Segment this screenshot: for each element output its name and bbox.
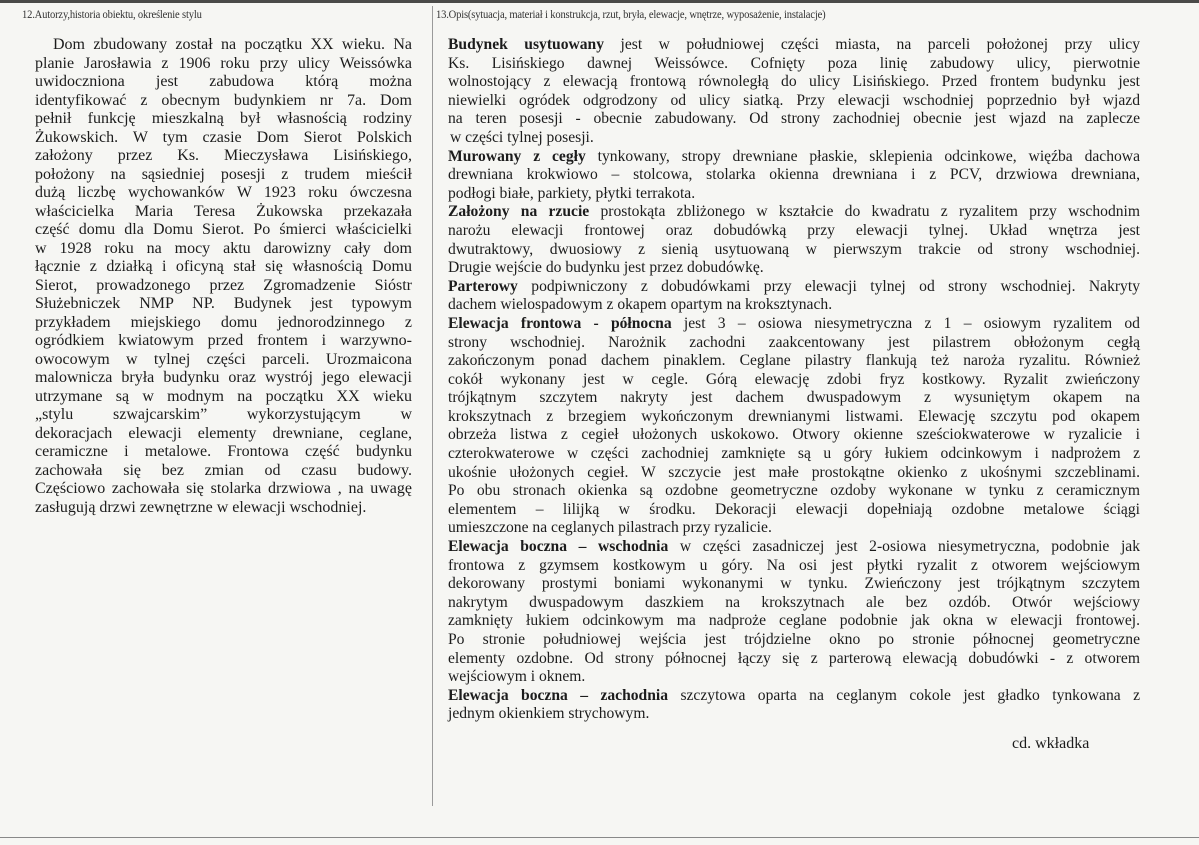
paragraph-lead: Budynek usytuowany: [448, 36, 605, 53]
paragraph-first-line: [448, 148, 1140, 167]
text-line: założony przez Ks. Mieczysława Lisińskiego,: [35, 147, 412, 164]
paragraph-first-line: [448, 203, 1140, 222]
text-line: narożu elewacji frontowej oraz dobudówką przy elewacji tylnej. Układ wnętrza jest: [448, 221, 1140, 239]
paragraph-first-line: [448, 315, 1140, 334]
text-line: Sierot, prowadzonego przez Zgromadzenie Sióstr: [35, 276, 412, 294]
paragraph-text: podpiwniczony z dobudówkami przy elewacji tylnej od strony wschodniej. Nakryty: [517, 277, 1140, 295]
paragraph-lead: Murowany z cegły: [448, 147, 586, 165]
text-line: identyfikować z obecnym budynkiem nr 7a. Dom: [35, 91, 412, 109]
description-text-column: [448, 36, 1140, 724]
text-line: jednym okienkiem strychowym.: [448, 705, 650, 723]
text-line: Po obu stronach okienka są ozdobne geometryczne ozdoby wykonane w tynku z ceramicznym: [448, 482, 1140, 500]
text-line: niewielki ogródek odgrodzony od ulicy siatką. Przy elewacji wschodniej poprzednio był wjazd: [448, 91, 1140, 109]
text-line: strony wschodniej. Narożnik zachodni zaakcentowany jest pilastrem obłożonym cegłą: [448, 333, 1140, 351]
text-line: dachem wielospadowym z okapem opartym na kroksztynach.: [448, 296, 833, 314]
text-line: nakrytym dwuspadowym daszkiem na krokszytnach ale bez ozdób. Otwór wejściowy: [448, 593, 1140, 611]
text-line: położony na sąsiedniej posesji z trudem mieścił: [35, 165, 412, 183]
text-line: Służebniczek NMP NP. Budynek jest typowym: [35, 295, 412, 312]
text-line: podłogi białe, parkiety, płytki terrakota.: [448, 184, 696, 202]
text-line: zasługują drzwi zewnętrzne w elewacji wschodniej.: [35, 498, 367, 516]
section-12-header: 12.Autorzy,historia obiektu, określenie stylu: [22, 7, 202, 21]
text-line: Żukowskich. W tym czasie Dom Sierot Polskich: [35, 128, 412, 146]
paragraph-first-line: [448, 36, 1140, 55]
paragraph-first-line: [448, 687, 1140, 706]
paragraph-lead: Parterowy: [448, 277, 518, 295]
text-line: w części tylnej posesji.: [450, 128, 594, 146]
paragraph-text: jest 3 – osiowa niesymetryczna z 1 – osiowym ryzalitem od: [671, 314, 1140, 332]
text-line: umieszczone na ceglanych pilastrach przy ryzalicie.: [448, 519, 772, 537]
text-line: dekoracjach elewacji elementy drewniane, ceglane,: [35, 424, 412, 442]
paragraph-text: w części zasadniczej jest 2-osiowa niesymetryczna, podobnie jak: [668, 538, 1141, 556]
column-divider: [432, 6, 433, 806]
text-line: ukośnie ułożonych cegieł. W szczycie jest małe prostokątne okienko z ukośnymi szczeblinami.: [448, 463, 1140, 481]
paragraph-lead: Założony na rzucie: [448, 203, 590, 221]
scan-top-edge: [0, 0, 1199, 3]
text-line: dużą liczbę wychowanków W 1923 roku ówczesna: [35, 184, 412, 201]
text-line: przykładem miejskiego domu jednorodzinnego z: [35, 313, 412, 331]
paragraph-first-line: [448, 278, 1140, 297]
paragraph-text: tynkowany, stropy drewniane płaskie, sklepienia odcinkowe, więźba dachowa: [585, 147, 1140, 165]
text-line: elementem – lilijką w środku. Dekoracji elewacji dopełniają ozdobne metalowe ściągi: [448, 500, 1140, 518]
text-line: wolnostojący z elewacją frontową równoległą do ulicy Lisińskiego. Przed frontem budynku jest: [448, 73, 1140, 91]
text-line: elementy ozdobne. Od strony północnej łączy się z parterową elewacją dobudówki - z otworem: [448, 649, 1140, 667]
text-line: łącznie z działką i oficyną stał się własnością Domu: [35, 258, 412, 275]
text-line: na teren posesji - obecnie zabudowany. Od strony zachodniej obecnie jest wjazd na zaplecze: [448, 110, 1140, 128]
paragraph-lead: Elewacja frontowa - północna: [448, 314, 672, 332]
text-line: dekorowany prostymi boniami wykonanymi w tynku. Zwieńczony jest trójkątnym szczytem: [448, 575, 1140, 593]
text-line: cokół wykonany jest w cegle. Górą elewację zdobi fryz kostkowy. Ryzalit zwieńczony: [448, 370, 1140, 388]
text-line: zakończonym ponad dachem pinaklem. Ceglane pilastry flankują też naroża ryzalitu. Również: [448, 352, 1140, 370]
text-line: w 1928 roku na mocy aktu darowizny cały dom: [35, 239, 412, 257]
text-line: Drugie wejście do budynku jest przez dobudówkę.: [448, 259, 764, 277]
paragraph-text: jest w południowej części miasta, na parceli położonej przy ulicy: [604, 36, 1140, 53]
text-line: planie Jarosławia z 1906 roku przy ulicy Weissówka: [35, 54, 412, 72]
text-line: utrzymane są w modnym na początku XX wieku: [35, 387, 412, 405]
text-line: trójkątnym szczytem nakryty jest dachem dwuspadowym z wysuniętym okapem na: [448, 389, 1140, 407]
paragraph-text: szczytowa oparta na ceglanym cokole jest gładko tynkowana z: [668, 686, 1140, 704]
text-line: Ks. Lisińskiego dawnej Weissówce. Cofnięty poza linię zabudowy ulicy, pierwotnie: [448, 54, 1140, 72]
paragraph-first-line: [448, 538, 1140, 557]
text-line: ogródkiem kwiatowym przed frontem i warzywno-: [35, 332, 412, 349]
text-line: Dom zbudowany został na początku XX wieku. Na: [53, 36, 412, 53]
continuation-note: cd. wkładka: [1012, 735, 1090, 752]
text-line: wejściowym i oknem.: [448, 668, 586, 686]
bottom-rule: [0, 837, 1199, 838]
text-line: zamknięty łukiem odcinkowym ma nadproże ceglane podobnie jak okna w elewacji frontowej.: [448, 612, 1140, 630]
text-line: obrzeża listwa z cegieł ułożonych uskokowo. Otwory okienne sześciokwaterowe w ryzalicie i: [448, 426, 1140, 444]
text-line: dwutraktowy, dwuosiowy z sienią usytuowaną w pierwszym trakcie od strony wschodniej.: [448, 240, 1140, 258]
text-line: malownicza bryła budynku oraz wystrój jego elewacji: [35, 369, 412, 386]
section-13-header: 13.Opis(sytuacja, materiał i konstrukcja, rzut, bryła, elewacje, wnętrze, wyposażenie, instalacje): [436, 7, 826, 21]
paragraph-text: prostokąta zbliżonego w kształcie do kwadratu z ryzalitem przy wschodnim: [589, 203, 1140, 221]
text-line: zachowała się bez zmian od czasu budowy.: [35, 461, 412, 479]
paragraph-lead: Elewacja boczna – wschodnia: [448, 538, 669, 556]
text-line: pełnił funkcję mieszkalną był własnością rodziny: [35, 110, 412, 127]
text-line: właścicielka Maria Teresa Żukowska przekazała: [35, 202, 412, 220]
text-line: uwidoczniona jest zabudowa którą można: [35, 73, 412, 90]
text-line: część domu dla Domu Sierot. Po śmierci właścicielki: [35, 221, 412, 238]
text-line: Częściowo zachowała się stolarka drzwiowa , na uwagę: [35, 480, 412, 497]
text-line: ceramiczne i metalowe. Frontowa część budynku: [35, 443, 412, 460]
text-line: drewniana krokwiowo – stolcowa, stolarka okienna drewniana i z PCV, drzwiowa drewniana,: [448, 166, 1140, 184]
text-line: Po stronie południowej wejścia jest trójdzielne okno po stronie północnej geometryczne: [448, 631, 1140, 648]
text-line: frontowa z gzymsem kostkowym u góry. Na osi jest płytki ryzalit z otworem wejściowym: [448, 556, 1140, 574]
text-line: krokszytnach z brzegiem wykończonym drewnianymi listwami. Elewację szczytu pod okapem: [448, 407, 1140, 425]
paragraph-lead: Elewacja boczna – zachodnia: [448, 686, 669, 704]
history-text-column: [35, 36, 412, 517]
text-line: owocowym w tylnej części parceli. Urozmaicona: [35, 350, 412, 368]
text-line: czterokwaterowe w części zachodniej zamknięte są u góry łukiem odcinkowym i nadprożem z: [448, 445, 1140, 463]
text-line: „stylu szwajcarskim” wykorzystującym w: [35, 406, 412, 423]
